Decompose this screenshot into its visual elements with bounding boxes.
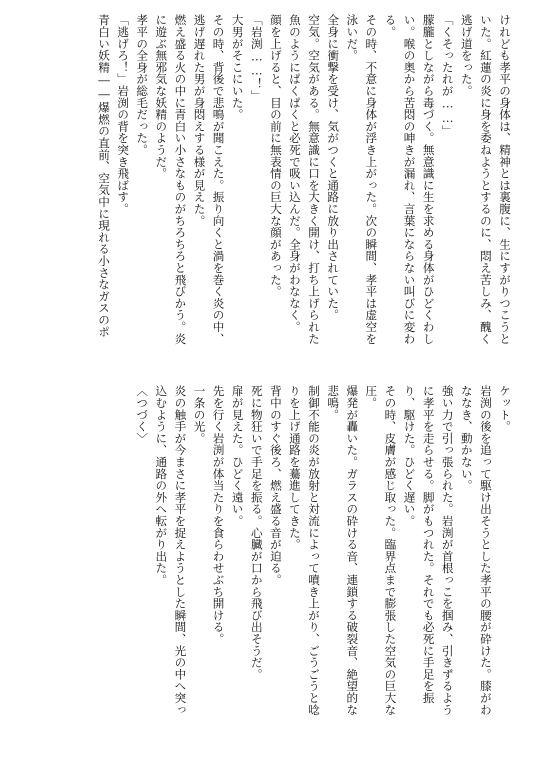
paragraph: 背中のすぐ後ろ、燃え盛る音が迫る。 [268, 385, 283, 586]
paragraph: 死に物狂いで手足を振る。心臓が口から飛び出そうだ。 [249, 385, 264, 680]
lower-text-tier [36, 385, 514, 725]
paragraph: 炎の触手が今まさに孝平を捉えようとした瞬間、光の中へ突っ込むように、通路の外へ転がり出た。 [154, 385, 188, 716]
paragraph: けれども孝平の身体は、精神とは裏腹に、生にすがりつこうといた。紅蓮の炎に身を委ねようとするのに、悶え苦しみ、醜く逃げ道をった。 [459, 14, 512, 345]
paragraph: 大男がそこにいた。 [230, 14, 245, 121]
paragraph: 扉が見えた。ひどく遠い。 [230, 385, 245, 527]
paragraph: 「逃げろ！」岩渕の背を突き飛ばす。 [116, 14, 131, 215]
upper-column-block [36, 14, 514, 354]
paragraph: 岩渕の後を追って駆け出そうとした孝平の腰が砕けた。膝がわななき、動かない。 [459, 385, 493, 716]
paragraph: ケット。 [498, 385, 512, 433]
lower-column-block [36, 385, 514, 725]
paragraph: 朦朧としながら毒づく。無意識に生を求める身体がひどくわしい。喉の奥から苦悶の呻きが漏れ、言葉にならない叫びに変わる。 [383, 14, 436, 345]
paragraph: 顔を上げると、目の前に無表情の巨大な顔があった。 [268, 14, 283, 298]
paragraph: その時、不意に身体が浮き上がった。次の瞬間、孝平は虚空を泳いだ。 [345, 14, 379, 345]
paragraph: 一条の光。 [192, 385, 207, 444]
paragraph: 「くそったれが……」 [440, 14, 455, 137]
paragraph: 燃え盛る火の中に青白い小さなものがちろちろと飛びかう。炎に遊ぶ無邪気な妖精のようだ。 [154, 14, 188, 345]
upper-text-tier [36, 14, 514, 354]
paragraph: 先を行く岩渕が体当たりを食らわせぶち開ける。 [211, 385, 226, 645]
to-be-continued-marker: 〈つづく〉 [135, 385, 150, 444]
paragraph: 「岩渕……！」 [249, 14, 264, 102]
paragraph: 孝平の全身が総毛だった。 [135, 14, 150, 156]
paragraph: その時、皮膚が感じ取った。臨界点まで膨張した空気の巨大な圧。 [364, 385, 398, 716]
paragraph: 爆発が轟いた。ガラスの砕ける音、連鎖する破裂音、絶望的な悲鳴。 [326, 385, 360, 716]
paragraph: 空気。空気がある。無意識に口を大きく開け、打ち上げられた魚のようにぱくぱくと必死で吸い込んだ。全身がわななく。 [287, 14, 322, 345]
paragraph: 青白い妖精――爆燃の直前、空気中に現れる小さなガスのポ [97, 14, 112, 338]
paragraph: 全身に衝撃を受け、気がつくと通路に放り出されていた。 [326, 14, 341, 321]
paragraph: その時、背後で悲鳴が聞こえた。振り向くと渦を巻く炎の中、逃げ遅れた男が身悶えする様が見えた。 [192, 14, 226, 345]
paragraph: 制御不能の炎が放射と対流によって噴き上がり、ごうごうと唸りを上げ通路を驀進してきた。 [287, 385, 322, 716]
paragraph: 強い力で引っ張られた。岩渕が首根っこを掴み、引きずるように孝平を走らせる。脚がもつれた。それでも必死に手足を振り、駆けた。ひどく遅い。 [402, 385, 455, 716]
